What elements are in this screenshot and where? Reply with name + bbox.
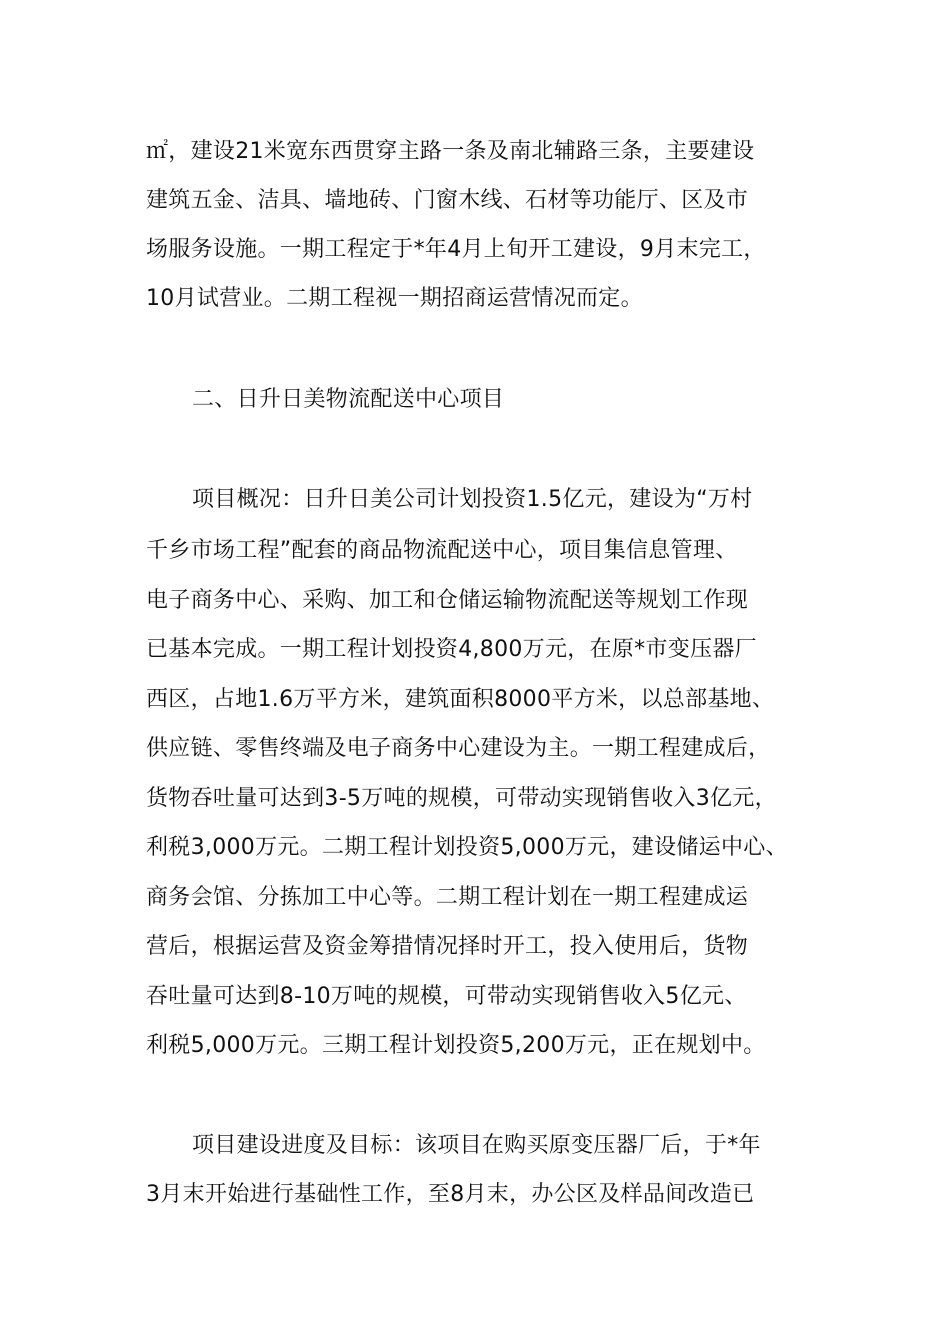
paragraph2-line-7: 货物吞吐量可达到3-5万吨的规模，可带动实现销售收入3亿元， (146, 786, 777, 811)
paragraph2-line-12: 利税5,000万元。三期工程计划投资5,200万元，正在规划中。 (146, 1033, 766, 1058)
paragraph2-line-3: 电子商务中心、采购、加工和仓储运输物流配送等规划工作现 (146, 588, 749, 613)
paragraph2-line-2: 千乡市场工程”配套的商品物流配送中心，项目集信息管理、 (146, 538, 738, 563)
paragraph1-line-1: ㎡，建设21米宽东西贯穿主路一条及南北辅路三条，主要建设 (146, 139, 755, 164)
paragraph2-line-10: 营后，根据运营及资金筹措情况择时开工，投入使用后，货物 (146, 934, 749, 959)
paragraph2-line-5: 西区，占地1.6万平方米，建筑面积8000平方米，以总部基地、 (146, 687, 775, 712)
paragraph1-line-4: 10月试营业。二期工程视一期招商运营情况而定。 (146, 286, 643, 311)
paragraph2-line-1: 项目概况：日升日美公司计划投资1.5亿元，建设为“万村 (192, 487, 753, 512)
paragraph2-line-11: 吞吐量可达到8-10万吨的规模，可带动实现销售收入5亿元、 (146, 984, 747, 1009)
paragraph2-line-6: 供应链、零售终端及电子商务中心建设为主。一期工程建成后， (146, 736, 771, 761)
paragraph1-line-2: 建筑五金、洁具、墙地砖、门窗木线、石材等功能厅、区及市 (146, 188, 749, 213)
paragraph3-line-1: 项目建设进度及目标：该项目在购买原变压器厂后，于*年 (192, 1133, 761, 1158)
paragraph2-line-9: 商务会馆、分拣加工中心等。二期工程计划在一期工程建成运 (146, 885, 749, 910)
paragraph2-line-4: 已基本完成。一期工程计划投资4,800万元，在原*市变压器厂 (146, 637, 757, 662)
paragraph1-line-3: 场服务设施。一期工程定于*年4月上旬开工建设，9月末完工， (146, 237, 766, 262)
paragraph3-line-2: 3月末开始进行基础性工作，至8月末，办公区及样品间改造已 (146, 1182, 755, 1207)
paragraph2-line-8: 利税3,000万元。二期工程计划投资5,000万元，建设储运中心、 (146, 835, 788, 860)
section-heading: 二、日升日美物流配送中心项目 (192, 387, 505, 412)
